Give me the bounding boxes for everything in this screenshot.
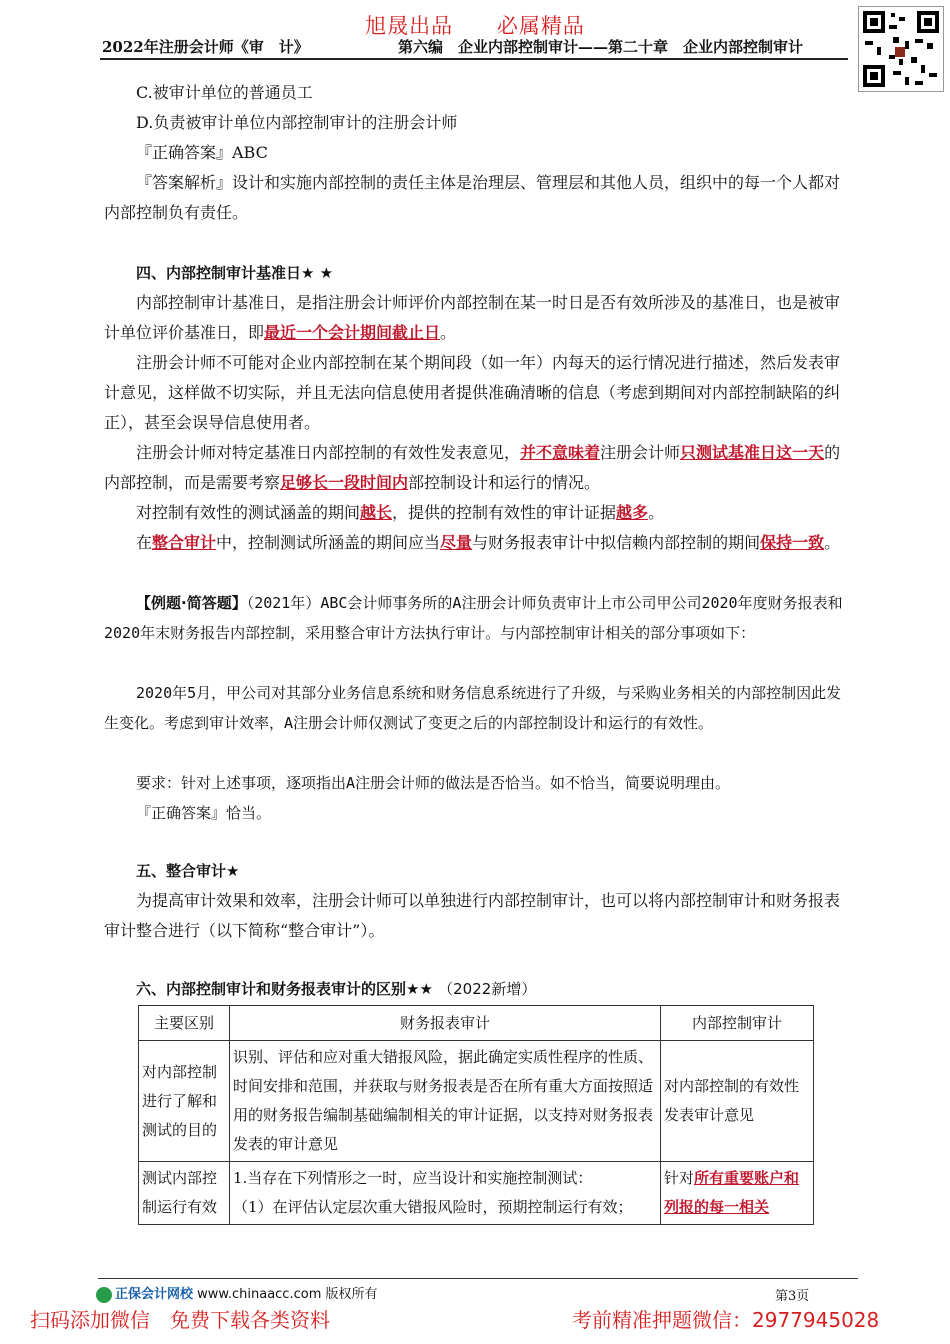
table-header: 内部控制审计 xyxy=(661,1006,814,1041)
logo-icon xyxy=(96,1287,112,1303)
page-number: 第3页 xyxy=(775,1289,810,1304)
table-cell: 识别、评估和应对重大错报风险，据此确定实质性程序的性质、时间安排和范围，并获取与财务报表是否在所有重大方面按照适用的财务报告编制基础编制相关的审计证据，以支持对财务报表发表的审计意见 xyxy=(230,1041,661,1162)
footer-site: www.chinaacc.com 版权所有 xyxy=(197,1287,378,1302)
header-divider xyxy=(100,58,848,60)
table-header: 主要区别 xyxy=(139,1006,230,1041)
table-cell: 1.当存在下列情形之一时，应当设计和实施控制测试： （1）在评估认定层次重大错报风险时，预期控制运行有效； xyxy=(230,1162,661,1225)
section-4-title: 四、内部控制审计基准日★ ★ xyxy=(136,264,334,282)
example-requirement: 要求：针对上述事项，逐项指出A注册会计师的做法是否恰当。如不恰当，简要说明理由。 xyxy=(136,774,731,792)
option-d: D.负责被审计单位内部控制审计的注册会计师 xyxy=(136,113,458,132)
table-cell: 对内部控制的有效性发表审计意见 xyxy=(661,1041,814,1162)
table-cell: 对内部控制进行了解和测试的目的 xyxy=(139,1041,230,1162)
example-item: 2020年5月，甲公司对其部分业务信息系统和财务信息系统进行了升级，与采购业务相关的内部控制因此发生变化。考虑到审计效率，A注册会计师仅测试了变更之后的内部控制设计和运行的有效性。 xyxy=(104,684,842,732)
table-cell: 针对所有重要账户和列报的每一相关 xyxy=(661,1162,814,1225)
s4p1-highlight: 最近一个会计期间截止日 xyxy=(264,323,441,342)
header-book-title: 2022年注册会计师《审 计》 xyxy=(102,38,309,56)
footer-ad-left: 扫码添加微信 免费下载各类资料 xyxy=(30,1308,330,1332)
qr-code-icon xyxy=(858,6,944,92)
header-chapter-title: 第六编 企业内部控制审计——第二十章 企业内部控制审计 xyxy=(398,38,804,56)
footer-ad-right: 考前精准押题微信：2977945028 xyxy=(572,1308,880,1332)
s4-paragraph-2: 注册会计师不可能对企业内部控制在某个期间段（如一年）内每天的运行情况进行描述，然后发表审计意见，这样做不切实际，并且无法向信息使用者提供准确清晰的信息（考虑到期间对内部控制缺陷的纠正），甚至会误导信息使用者。 xyxy=(104,353,841,432)
brand-right: 必属精品 xyxy=(496,14,585,38)
example-label: 【例题·简答题】 xyxy=(136,594,247,612)
section-5-title: 五、整合审计★ xyxy=(136,862,240,880)
footer-logo: 正保会计网校 www.chinaacc.com 版权所有 xyxy=(96,1283,378,1303)
table-cell: 测试内部控制运行有效 xyxy=(139,1162,230,1225)
table-row xyxy=(139,1162,814,1225)
s4-paragraph-4: 对控制有效性的测试涵盖的期间越长，提供的控制有效性的审计证据越多。 xyxy=(136,503,665,522)
example-answer: 『正确答案』恰当。 xyxy=(136,804,272,822)
analysis-1: 『答案解析』设计和实施内部控制的责任主体是治理层、管理层和其他人员，组织中的每一个人都对内部控制负有责任。 xyxy=(104,173,841,222)
footer-divider xyxy=(98,1278,858,1279)
brand-left: 旭晟出品 xyxy=(365,14,454,38)
table-header: 财务报表审计 xyxy=(230,1006,661,1041)
example-question: 【例题·简答题】（2021年）ABC会计师事务所的A注册会计师负责审计上市公司甲公司2020年度财务报表和2020年末财务报告内部控制，采用整合审计方法执行审计。与内部控制审计相关的部分事项如下： xyxy=(104,594,843,642)
answer-1: 『正确答案』ABC xyxy=(136,143,268,162)
s4-paragraph-3: 注册会计师对特定基准日内部控制的有效性发表意见，并不意味着注册会计师只测试基准日这一天的内部控制，而是需要考察足够长一段时间内部控制设计和运行的情况。 xyxy=(104,443,841,492)
comparison-table xyxy=(138,1005,814,1225)
table-row xyxy=(139,1041,814,1162)
s4-paragraph-1: 内部控制审计基准日，是指注册会计师评价内部控制在某一时日是否有效所涉及的基准日，也是被审计单位评价基准日，即最近一个会计期间截止日。 xyxy=(104,293,841,342)
table-header-row xyxy=(139,1006,814,1041)
s4-paragraph-5: 在整合审计中，控制测试所涵盖的期间应当尽量与财务报表审计中拟信赖内部控制的期间保持一致。 xyxy=(136,533,841,552)
s5-paragraph-1: 为提高审计效果和效率，注册会计师可以单独进行内部控制审计，也可以将内部控制审计和财务报表审计整合进行（以下简称“整合审计”）。 xyxy=(104,891,841,940)
option-c: C.被审计单位的普通员工 xyxy=(136,83,313,102)
section-6-title: 六、内部控制审计和财务报表审计的区别★★ （2022新增） xyxy=(136,980,537,998)
